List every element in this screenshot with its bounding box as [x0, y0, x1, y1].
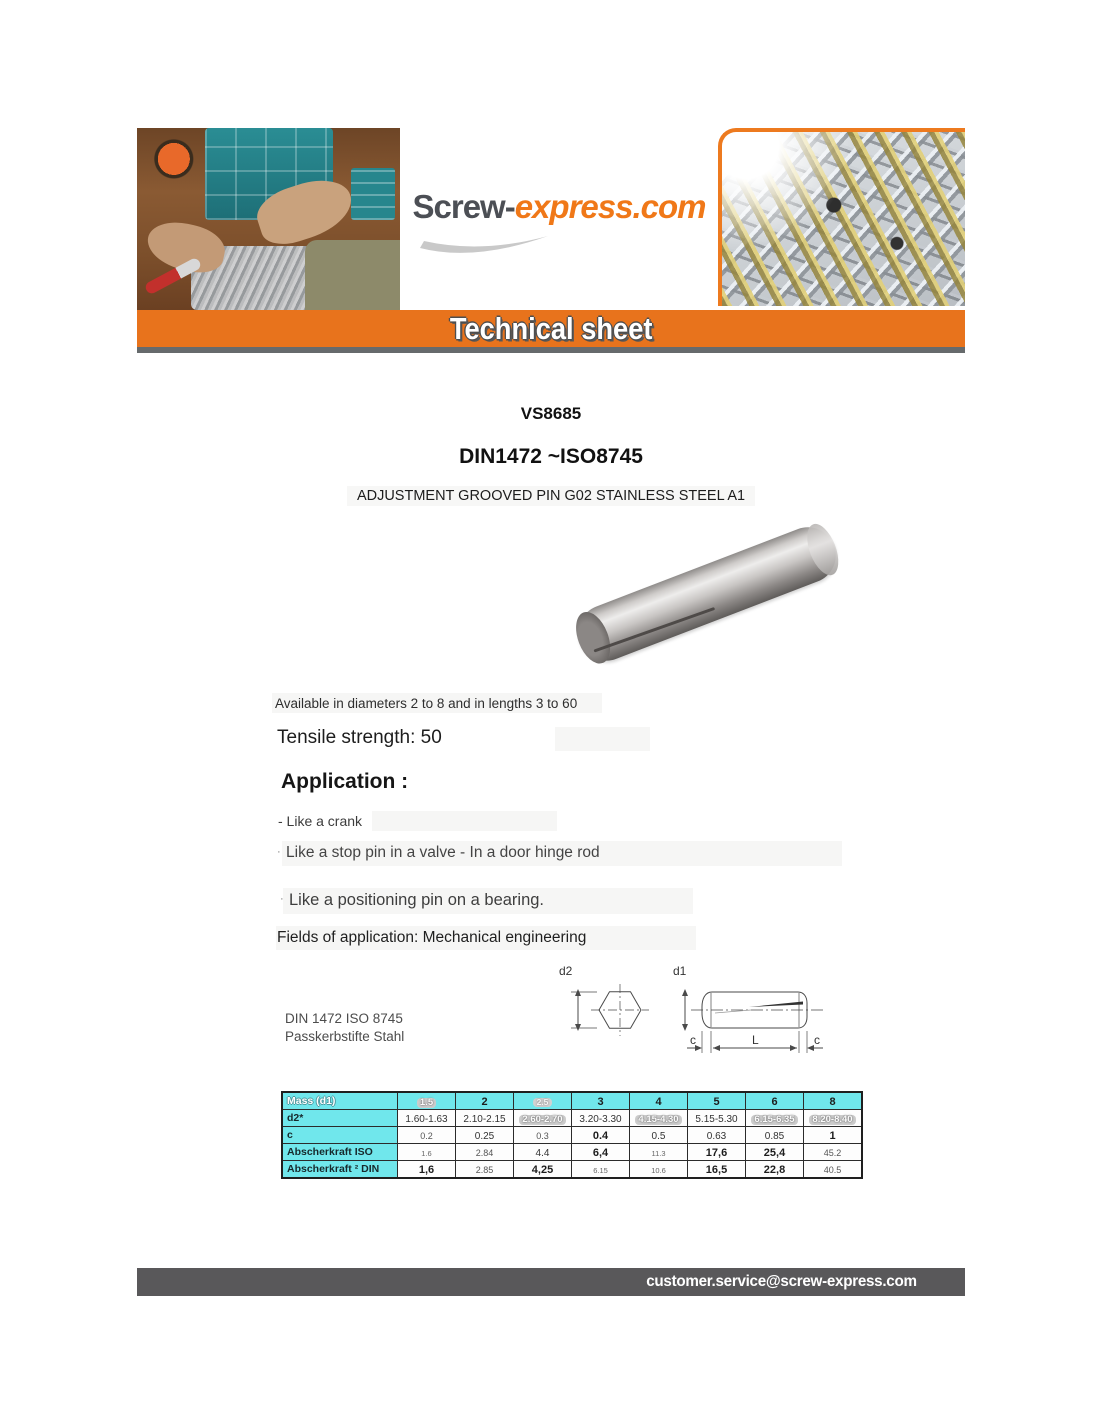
- table-cell: 4.4: [514, 1144, 572, 1161]
- table-cell: 2.85: [456, 1161, 514, 1179]
- drawing-caption: [285, 1010, 404, 1045]
- table-column-header: 6: [746, 1092, 804, 1110]
- drawing-label-d2: d2: [559, 964, 573, 978]
- logo-part1: Screw-: [412, 188, 515, 225]
- hero-banner: [137, 128, 965, 310]
- table-cell: 11.3: [630, 1144, 688, 1161]
- product-code: VS8685: [520, 404, 582, 423]
- table-cell: 4.15-4.30: [630, 1110, 688, 1127]
- table-cell: 1.60-1.63: [398, 1110, 456, 1127]
- table-cell: 1.6: [398, 1144, 456, 1161]
- table-row-label: Abscherkraft ISO: [282, 1144, 398, 1161]
- table-cell: 5.15-5.30: [688, 1110, 746, 1127]
- table-row: [282, 1144, 862, 1161]
- pin-groove: [593, 607, 715, 653]
- table-column-header: 5: [688, 1092, 746, 1110]
- table-cell: 16,5: [688, 1161, 746, 1179]
- table-cell: 0.25: [456, 1127, 514, 1144]
- table-cell: 6.15-6.35: [746, 1110, 804, 1127]
- dimensions-table: [281, 1091, 863, 1179]
- table-column-header: 2: [456, 1092, 514, 1110]
- table-row-label: Abscherkraft ² DIN: [282, 1161, 398, 1179]
- product-photo: [563, 520, 853, 670]
- table-cell: 0.85: [746, 1127, 804, 1144]
- logo-part2: express.com: [514, 188, 706, 225]
- table-row: [282, 1161, 862, 1179]
- scan-band: [555, 727, 650, 751]
- drawing-label-d1: d1: [673, 964, 687, 978]
- table-cell: 0.3: [514, 1127, 572, 1144]
- table-header-row: [282, 1092, 862, 1110]
- table-row: [282, 1110, 862, 1127]
- table-column-header: 1.5: [398, 1092, 456, 1110]
- pin-end-face: [569, 607, 616, 668]
- table-cell: 6.15: [572, 1161, 630, 1179]
- logo-area: [400, 128, 718, 310]
- table-cell: 17,6: [688, 1144, 746, 1161]
- table-cell: 0.63: [688, 1127, 746, 1144]
- application-item: · Like a stop pin in a valve - In a door hinge rod: [286, 844, 600, 862]
- workbench-photo: [137, 128, 400, 310]
- technical-drawing: [545, 960, 835, 1060]
- table-column-header: 4: [630, 1092, 688, 1110]
- table-column-header: 8: [804, 1092, 863, 1110]
- table-cell: 2.84: [456, 1144, 514, 1161]
- table-column-header: 2.5: [514, 1092, 572, 1110]
- table-cell: 1,6: [398, 1161, 456, 1179]
- tensile-strength: Tensile strength: 50: [277, 727, 442, 748]
- table-cell: 10.6: [630, 1161, 688, 1179]
- table-cell: 0.4: [572, 1127, 630, 1144]
- logo: [400, 188, 718, 226]
- divider-strip: [137, 347, 965, 353]
- table-cell: 25,4: [746, 1144, 804, 1161]
- drawing-caption-line1: DIN 1472 ISO 8745: [285, 1011, 403, 1026]
- availability-note: Available in diameters 2 to 8 and in lengths 3 to 60: [275, 696, 578, 711]
- table-cell: 45.2: [804, 1144, 863, 1161]
- table-cell: 3.20-3.30: [572, 1110, 630, 1127]
- dimensions-table-body: [282, 1092, 862, 1178]
- table-row: [282, 1127, 862, 1144]
- table-cell: 4,25: [514, 1161, 572, 1179]
- table-column-header: 3: [572, 1092, 630, 1110]
- table-cell: 6,4: [572, 1144, 630, 1161]
- table-cell: 2.10-2.15: [456, 1110, 514, 1127]
- scan-band: [372, 811, 557, 831]
- footer-bar: [137, 1268, 965, 1296]
- table-cell: 2.60-2.70: [514, 1110, 572, 1127]
- application-item: - Like a crank: [278, 813, 363, 829]
- technical-sheet-banner: [137, 310, 965, 347]
- screws-photo: [718, 128, 965, 306]
- banner-title: Technical sheet: [449, 311, 653, 346]
- table-cell: 0.5: [630, 1127, 688, 1144]
- sleeve-shape: [305, 240, 400, 310]
- drawing-label-length: L: [752, 1033, 759, 1047]
- table-row-label: d2*: [282, 1110, 398, 1127]
- drawing-caption-line2: Passkerbstifte Stahl: [285, 1028, 405, 1044]
- table-cell: 1: [804, 1127, 863, 1144]
- table-row-label: c: [282, 1127, 398, 1144]
- table-cell: 0.2: [398, 1127, 456, 1144]
- fields-of-application: Fields of application: Mechanical engineering: [277, 929, 587, 946]
- contact-email: customer.service@screw-express.com: [646, 1273, 917, 1290]
- drawing-label-c-left: c: [690, 1033, 696, 1047]
- drawing-label-c-right: c: [814, 1033, 820, 1047]
- grooved-pin-image: [570, 519, 844, 669]
- small-parts-box: [351, 168, 395, 220]
- application-item: · Like a positioning pin on a bearing.: [289, 891, 544, 910]
- table-cell: 8.20-8.40: [804, 1110, 863, 1127]
- application-heading: Application :: [281, 770, 409, 793]
- product-standard: DIN1472 ~ISO8745: [459, 445, 643, 468]
- table-cell: 22,8: [746, 1161, 804, 1179]
- logo-swoosh-icon: [416, 228, 554, 258]
- table-cell: 40.5: [804, 1161, 863, 1179]
- table-corner-label: Mass (d1): [282, 1092, 398, 1110]
- product-subtitle: ADJUSTMENT GROOVED PIN G02 STAINLESS STEEL A1: [137, 488, 965, 504]
